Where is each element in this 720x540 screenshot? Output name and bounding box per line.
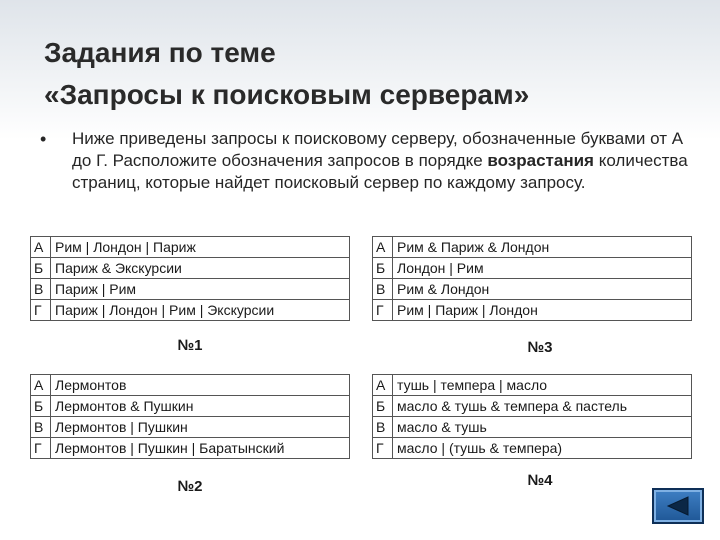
task-bullet xyxy=(40,128,690,194)
table-caption-2: №2 xyxy=(177,478,203,495)
table-row xyxy=(373,417,692,438)
table-row xyxy=(373,258,692,279)
table-caption-4: №4 xyxy=(527,472,553,489)
row-letter: А xyxy=(31,237,51,258)
task-text-bold: возрастания xyxy=(487,151,594,170)
bullet-dot-icon: • xyxy=(40,129,47,149)
query-table-4 xyxy=(372,374,692,459)
row-query: Рим & Лондон xyxy=(393,279,692,300)
row-query: масло & тушь xyxy=(393,417,692,438)
row-letter: Б xyxy=(373,258,393,279)
row-query: Рим | Лондон | Париж xyxy=(51,237,350,258)
row-query: Лермонтов | Пушкин xyxy=(51,417,350,438)
task-text-before: Ниже приведены запросы к поисковому серверу, обозначенные буквами от А до Г. Расположите обозначения запросов в порядке xyxy=(72,129,684,170)
table-row xyxy=(373,300,692,321)
table-row xyxy=(31,438,350,459)
row-query: Лермонтов | Пушкин | Баратынский xyxy=(51,438,350,459)
row-query: Париж | Лондон | Рим | Экскурсии xyxy=(51,300,350,321)
row-query: масло & тушь & темпера & пастель xyxy=(393,396,692,417)
query-table-3 xyxy=(372,236,692,321)
row-letter: Г xyxy=(373,438,393,459)
query-table-1 xyxy=(30,236,350,321)
row-letter: Б xyxy=(373,396,393,417)
row-query: Лермонтов xyxy=(51,375,350,396)
slide-title xyxy=(44,32,684,116)
row-letter: Г xyxy=(373,300,393,321)
row-query: Рим & Париж & Лондон xyxy=(393,237,692,258)
table-row xyxy=(31,375,350,396)
query-table-2 xyxy=(30,374,350,459)
row-letter: В xyxy=(373,417,393,438)
row-letter: Б xyxy=(31,258,51,279)
triangle-left-icon xyxy=(666,496,690,516)
table-row xyxy=(31,237,350,258)
table-row xyxy=(31,417,350,438)
table-row xyxy=(373,438,692,459)
table-row xyxy=(31,258,350,279)
row-letter: Г xyxy=(31,438,51,459)
task-text xyxy=(72,128,690,194)
row-letter: В xyxy=(31,279,51,300)
row-query: масло | (тушь & темпера) xyxy=(393,438,692,459)
table-caption-3: №3 xyxy=(527,339,553,356)
table-row xyxy=(31,279,350,300)
row-letter: А xyxy=(31,375,51,396)
title-line-1: Задания по теме xyxy=(44,37,276,68)
row-query: Рим | Париж | Лондон xyxy=(393,300,692,321)
table-row xyxy=(373,375,692,396)
table-row xyxy=(31,300,350,321)
row-query: Лермонтов & Пушкин xyxy=(51,396,350,417)
back-button[interactable] xyxy=(652,488,704,524)
row-query: тушь | темпера | масло xyxy=(393,375,692,396)
table-row xyxy=(373,396,692,417)
table-caption-1: №1 xyxy=(177,337,203,354)
row-query: Лондон | Рим xyxy=(393,258,692,279)
row-letter: В xyxy=(373,279,393,300)
row-query: Париж & Экскурсии xyxy=(51,258,350,279)
task-text-after: количества страниц, которые найдет поисковый сервер по каждому запросу. xyxy=(72,151,688,192)
row-query: Париж | Рим xyxy=(51,279,350,300)
row-letter: Г xyxy=(31,300,51,321)
row-letter: А xyxy=(373,237,393,258)
row-letter: А xyxy=(373,375,393,396)
row-letter: Б xyxy=(31,396,51,417)
row-letter: В xyxy=(31,417,51,438)
table-row xyxy=(31,396,350,417)
title-line-2: «Запросы к поисковым серверам» xyxy=(44,79,530,110)
table-row xyxy=(373,279,692,300)
table-row xyxy=(373,237,692,258)
